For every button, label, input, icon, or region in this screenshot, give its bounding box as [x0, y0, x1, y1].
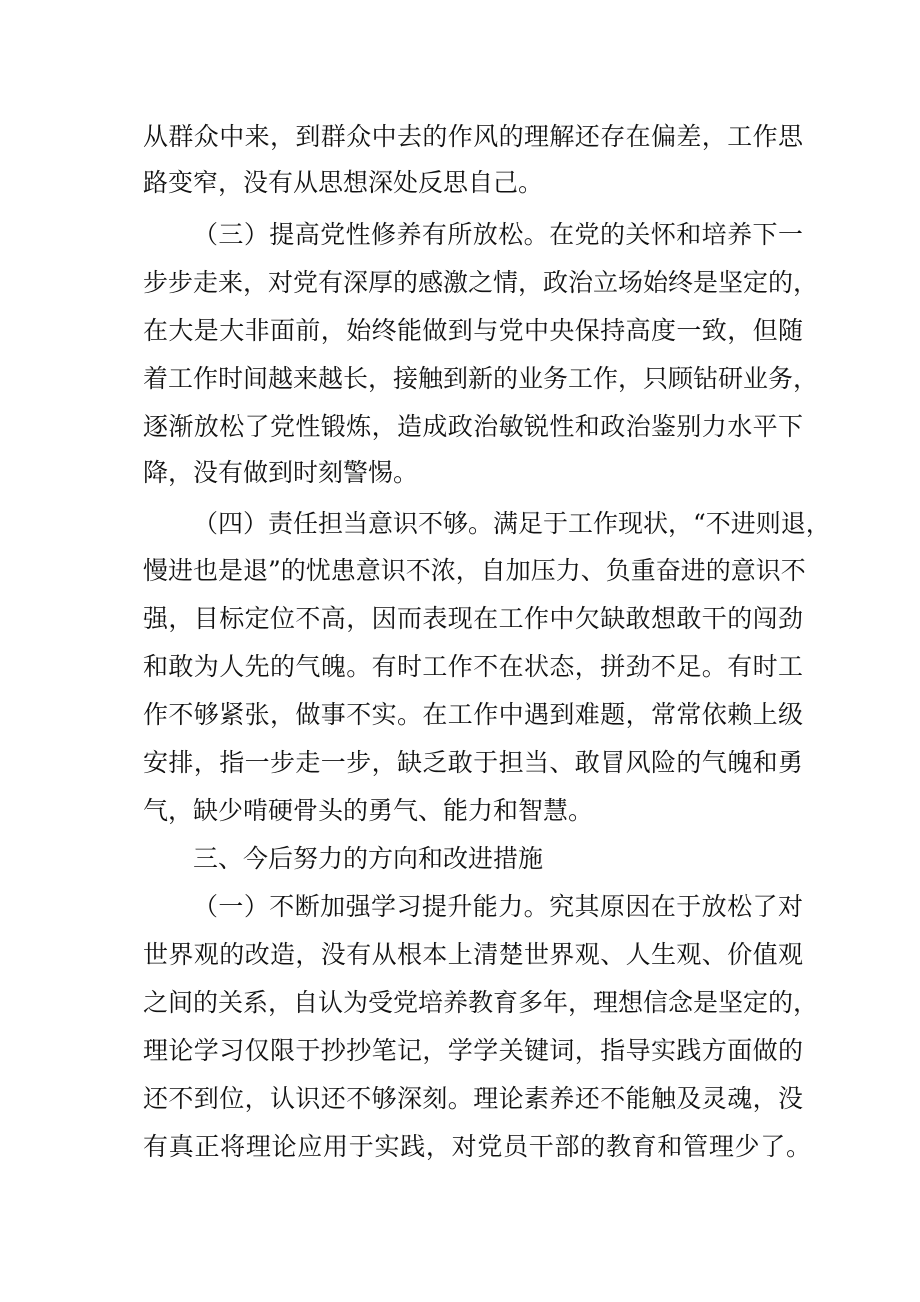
text-line-8: 降，没有做到时刻警惕。	[143, 458, 419, 487]
section-heading: 三、今后努力的方向和改进措施	[193, 844, 544, 873]
text-line-19: 之间的关系，自认为受党培养教育多年，理想信念是坚定的，	[143, 988, 819, 1017]
text-line-3: （三）提高党性修养有所放松。在党的关怀和培养下一	[193, 220, 803, 249]
text-line-11: 强，目标定位不高，因而表现在工作中欠缺敢想敢干的闯劲	[143, 604, 803, 633]
text-line-10: 慢进也是退”的忧患意识不浓，自加压力、负重奋进的意识不	[143, 556, 806, 585]
text-line-14: 安排，指一步走一步，缺乏敢于担当、敢冒风险的气魄和勇	[143, 748, 803, 777]
text-line-18: 世界观的改造，没有从根本上清楚世界观、人生观、价值观	[143, 940, 803, 969]
text-line-20: 理论学习仅限于抄抄笔记，学学关键词，指导实践方面做的	[143, 1036, 803, 1065]
text-line-1: 从群众中来，到群众中去的作风的理解还存在偏差，工作思	[143, 122, 803, 151]
text-line-12: 和敢为人先的气魄。有时工作不在状态，拼劲不足。有时工	[143, 652, 803, 681]
text-line-5: 在大是大非面前，始终能做到与党中央保持高度一致，但随	[143, 316, 803, 345]
text-line-2: 路变窄，没有从思想深处反思自己。	[143, 168, 544, 197]
text-line-17: （一）不断加强学习提升能力。究其原因在于放松了对	[193, 892, 803, 921]
text-line-4: 步步走来，对党有深厚的感激之情，政治立场始终是坚定的，	[143, 268, 819, 297]
text-line-13: 作不够紧张，做事不实。在工作中遇到难题，常常依赖上级	[143, 700, 803, 729]
text-line-6: 着工作时间越来越长，接触到新的业务工作，只顾钻研业务，	[143, 364, 819, 393]
text-line-7: 逐渐放松了党性锻炼，造成政治敏锐性和政治鉴别力水平下	[143, 412, 803, 441]
text-line-15: 气，缺少啃硬骨头的勇气、能力和智慧。	[143, 796, 594, 825]
text-line-22: 有真正将理论应用于实践，对党员干部的教育和管理少了。	[143, 1132, 811, 1161]
text-line-9: （四）责任担当意识不够。满足于工作现状，“不进则退，	[193, 509, 831, 538]
text-line-21: 还不到位，认识还不够深刻。理论素养还不能触及灵魂，没	[143, 1084, 803, 1113]
